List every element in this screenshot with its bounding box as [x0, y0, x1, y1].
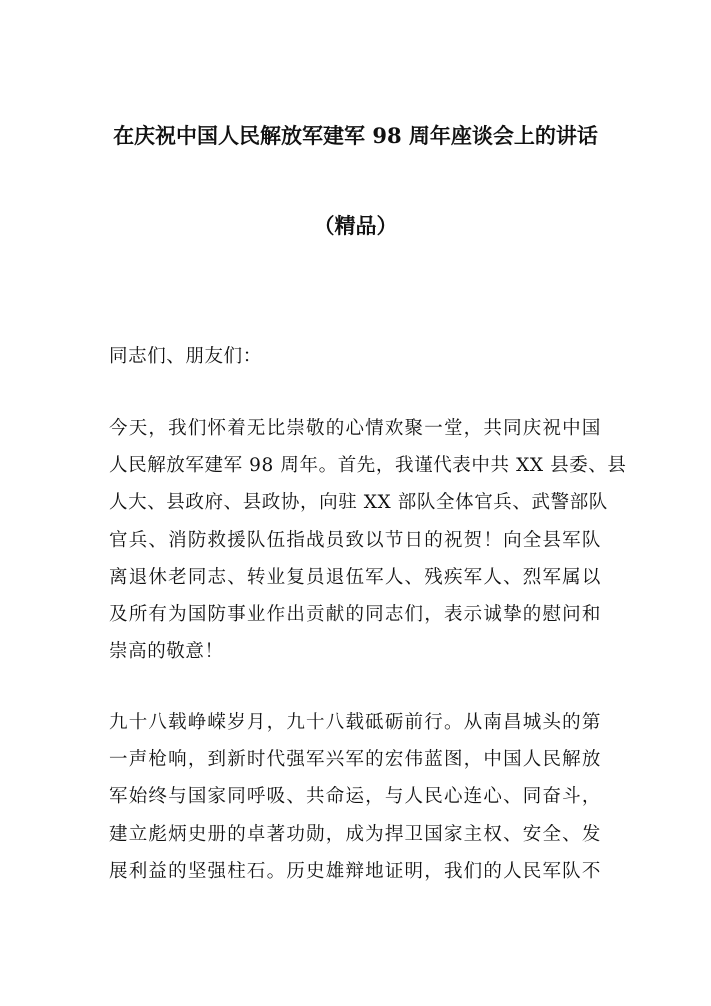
paragraph-line: 人大、县政府、县政协，向驻 XX 部队全体官兵、武警部队 — [109, 492, 608, 514]
paragraph-line: 一声枪响，到新时代强军兴军的宏伟蓝图，中国人民解放 — [109, 749, 601, 771]
paragraph-line: 及所有为国防事业作出贡献的同志们，表示诚挚的慰问和 — [109, 604, 601, 626]
paragraph-line: 崇高的敬意！ — [109, 641, 224, 663]
paragraph-line: 建立彪炳史册的卓著功勋，成为捍卫国家主权、安全、发 — [109, 823, 601, 845]
document-subtitle: （精品） — [313, 213, 398, 238]
paragraph-line: 官兵、消防救援队伍指战员致以节日的祝贺！向全县军队 — [109, 529, 601, 551]
document-title: 在庆祝中国人民解放军建军 98 周年座谈会上的讲话 — [113, 123, 598, 148]
paragraph-line: 今天，我们怀着无比崇敬的心情欢聚一堂，共同庆祝中国 — [109, 418, 601, 439]
paragraph-2 — [109, 704, 601, 890]
greeting — [109, 338, 601, 375]
paragraph-line: 展利益的坚强柱石。历史雄辩地证明，我们的人民军队不 — [109, 860, 601, 882]
greeting-line: 同志们、朋友们： — [109, 346, 262, 367]
paragraph-line: 军始终与国家同呼吸、共命运，与人民心连心、同奋斗， — [109, 786, 601, 808]
paragraph-1 — [109, 410, 627, 670]
paragraph-line: 九十八载峥嵘岁月，九十八载砥砺前行。从南昌城头的第 — [109, 712, 601, 733]
paragraph-line: 人民解放军建军 98 周年。首先，我谨代表中共 XX 县委、县 — [109, 455, 627, 477]
paragraph-line: 离退休老同志、转业复员退伍军人、残疾军人、烈军属以 — [109, 566, 601, 588]
